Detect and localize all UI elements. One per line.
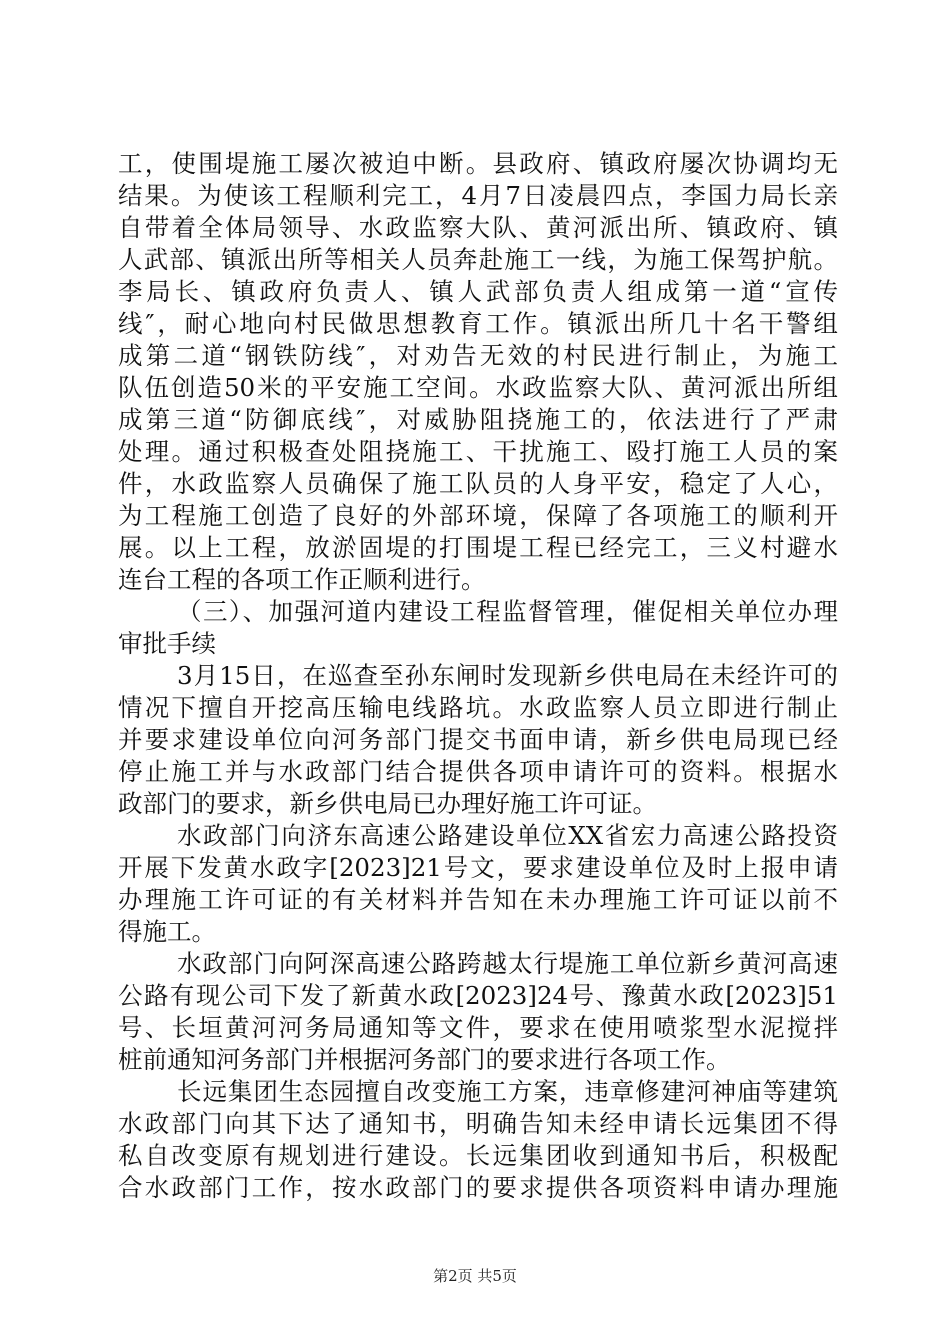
document-body <box>118 148 838 1204</box>
text-line: 为工程施工创造了良好的外部环境，保障了各项施工的顺利开 <box>118 501 838 530</box>
text-line: 合水政部门工作，按水政部门的要求提供各项资料申请办理施 <box>118 1173 838 1202</box>
text-line: 线″，耐心地向村民做思想教育工作。镇派出所几十名干警组 <box>118 309 838 338</box>
text-line: 长远集团生态园擅自改变施工方案，违章修建河神庙等建筑 <box>177 1077 838 1106</box>
text-line: 水政部门向其下达了通知书，明确告知未经申请长远集团不得 <box>118 1109 838 1138</box>
text-line: 展。以上工程，放淤固堤的打围堤工程已经完工，三义村避水 <box>118 533 838 562</box>
text-line: 工，使围堤施工屡次被迫中断。县政府、镇政府屡次协调均无 <box>118 149 838 178</box>
text-line: （三）、加强河道内建设工程监督管理，催促相关单位办理 <box>177 597 838 626</box>
text-line: 队伍创造50米的平安施工空间。水政监察大队、黄河派出所组 <box>118 373 838 402</box>
text-line: 办理施工许可证的有关材料并告知在未办理施工许可证以前不 <box>118 885 838 914</box>
text-line: 处理。通过积极查处阻挠施工、干扰施工、殴打施工人员的案 <box>118 437 838 466</box>
text-line: 3月15日，在巡查至孙东闸时发现新乡供电局在未经许可的 <box>177 661 838 690</box>
text-line: 情况下擅自开挖高压输电线路坑。水政监察人员立即进行制止 <box>118 693 838 722</box>
text-line: 李局长、镇政府负责人、镇人武部负责人组成第一道“宣传 <box>118 277 838 306</box>
text-line: 成第三道“防御底线″，对威胁阻挠施工的，依法进行了严肃 <box>118 405 838 434</box>
text-line: 件，水政监察人员确保了施工队员的人身平安，稳定了人心， <box>118 469 838 498</box>
text-line: 私自改变原有规划进行建设。长远集团收到通知书后，积极配 <box>118 1141 838 1170</box>
text-line: 桩前通知河务部门并根据河务部门的要求进行各项工作。 <box>118 1045 731 1074</box>
text-line: 得施工。 <box>118 917 216 946</box>
text-line: 并要求建设单位向河务部门提交书面申请，新乡供电局现已经 <box>118 725 838 754</box>
text-line: 结果。为使该工程顺利完工，4月7日凌晨四点，李国力局长亲 <box>118 181 838 210</box>
text-line: 公路有现公司下发了新黄水政[2023]24号、豫黄水政[2023]51 <box>118 981 838 1010</box>
text-line: 审批手续 <box>118 629 216 658</box>
text-line: 水政部门向济东高速公路建设单位XX省宏力高速公路投资 <box>177 821 838 850</box>
text-line: 停止施工并与水政部门结合提供各项申请许可的资料。根据水 <box>118 757 838 786</box>
text-line: 开展下发黄水政字[2023]21号文，要求建设单位及时上报申请 <box>118 853 838 882</box>
text-line: 水政部门向阿深高速公路跨越太行堤施工单位新乡黄河高速 <box>177 949 838 978</box>
text-line: 成第二道“钢铁防线″，对劝告无效的村民进行制止，为施工 <box>118 341 838 370</box>
page-footer: 第2页 共5页 <box>433 1267 517 1285</box>
text-line: 连台工程的各项工作正顺利进行。 <box>118 565 486 594</box>
text-line: 号、长垣黄河河务局通知等文件，要求在使用喷浆型水泥搅拌 <box>118 1013 838 1042</box>
text-line: 人武部、镇派出所等相关人员奔赴施工一线，为施工保驾护航。 <box>118 245 838 274</box>
text-line: 自带着全体局领导、水政监察大队、黄河派出所、镇政府、镇 <box>118 213 838 242</box>
text-line: 政部门的要求，新乡供电局已办理好施工许可证。 <box>118 789 657 818</box>
